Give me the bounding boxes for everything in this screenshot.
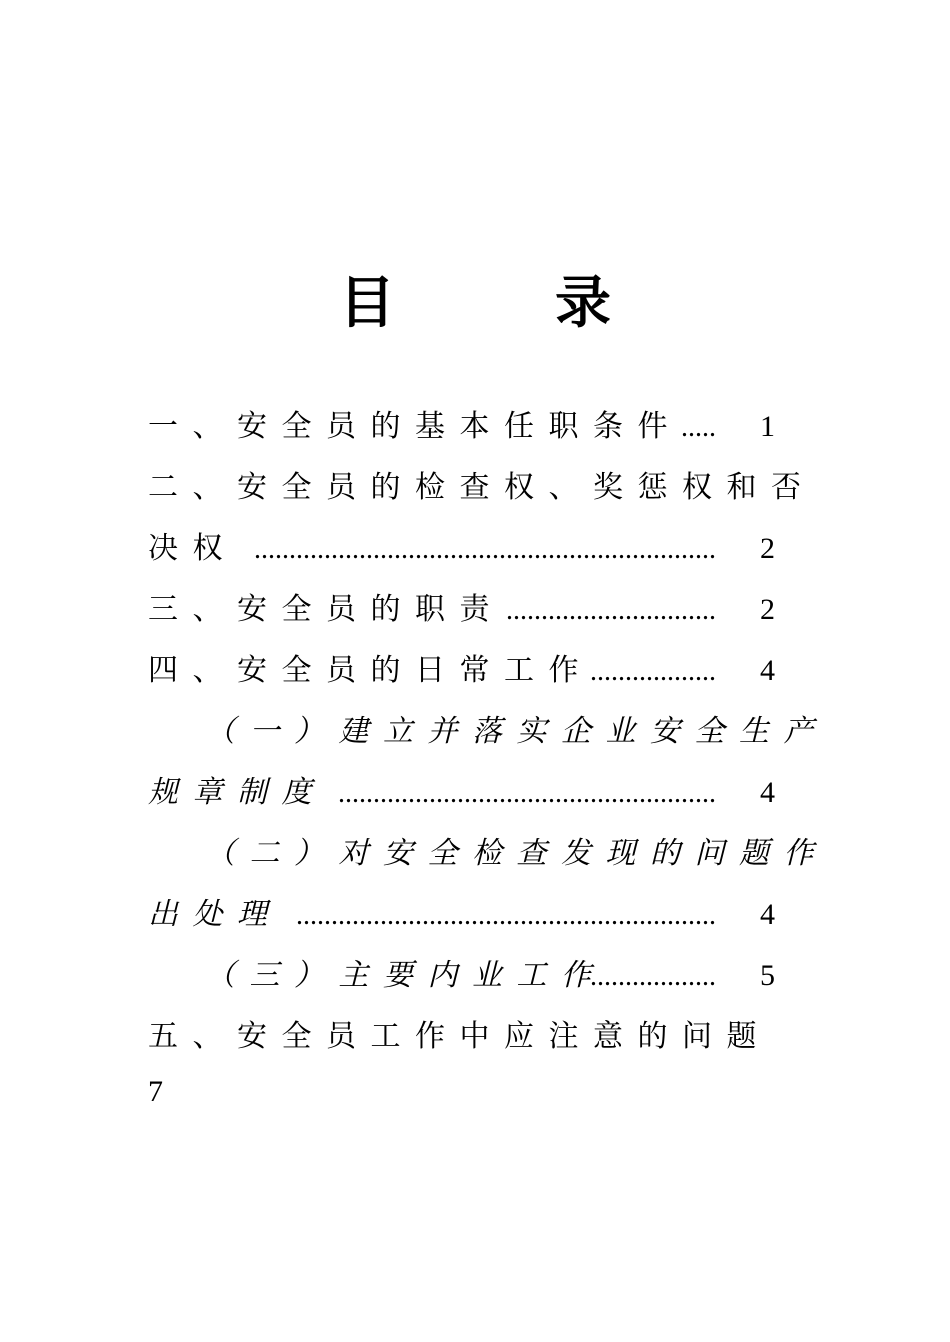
title-char-1: 目	[339, 270, 395, 336]
toc-leader: ..............................	[506, 595, 716, 626]
toc-entry-text: 三、安全员的职责	[148, 592, 504, 627]
toc-page-number: 2	[760, 593, 775, 626]
toc-page-number: 4	[760, 654, 775, 687]
toc-entry[interactable]	[148, 1006, 798, 1067]
toc-entry-continuation[interactable]	[148, 1067, 798, 1117]
toc-entry[interactable]	[148, 579, 798, 640]
toc-entry-text: 一、安全员的基本任职条件	[148, 409, 682, 444]
toc-entry-text: 二、安全员的检查权、奖惩权和否	[148, 470, 816, 505]
toc-entry[interactable]	[148, 457, 816, 518]
toc-page-number: 4	[760, 776, 775, 809]
toc-entry-text: 规章制度	[148, 775, 326, 810]
page-title	[0, 268, 950, 338]
toc-page-number: 5	[760, 959, 775, 992]
toc-page-number: 1	[760, 410, 775, 443]
toc-leader: .....	[681, 412, 716, 443]
toc-page-number: 2	[760, 532, 775, 565]
toc-entry-text: （二）对安全检查发现的问题作	[205, 836, 828, 871]
toc-leader: ............................................................	[296, 900, 716, 931]
toc-leader: ..................	[590, 656, 716, 687]
toc-subentry[interactable]	[148, 945, 798, 1006]
toc-page-number: 7	[148, 1075, 163, 1108]
table-of-contents	[148, 396, 828, 1117]
toc-entry-text: （三）主要内业工作	[205, 958, 606, 993]
toc-entry-text: 决权	[148, 531, 237, 566]
toc-subentry-continuation[interactable]	[148, 884, 798, 945]
toc-leader: ......................................................	[338, 778, 716, 809]
toc-leader: ..................	[590, 961, 716, 992]
toc-leader: ..................................................................	[254, 534, 716, 565]
toc-entry-text: 出处理	[148, 897, 282, 932]
toc-subentry[interactable]	[148, 701, 828, 762]
toc-entry-text: （一）建立并落实企业安全生产	[205, 714, 828, 749]
toc-entry[interactable]	[148, 640, 798, 701]
toc-entry-text: 四、安全员的日常工作	[148, 653, 593, 688]
toc-subentry[interactable]	[148, 823, 828, 884]
toc-page-number: 4	[760, 898, 775, 931]
toc-entry-continuation[interactable]	[148, 518, 798, 579]
title-char-2: 录	[555, 270, 611, 336]
toc-subentry-continuation[interactable]	[148, 762, 798, 823]
toc-entry[interactable]	[148, 396, 798, 457]
toc-entry-text: 五、安全员工作中应注意的问题	[148, 1019, 771, 1054]
